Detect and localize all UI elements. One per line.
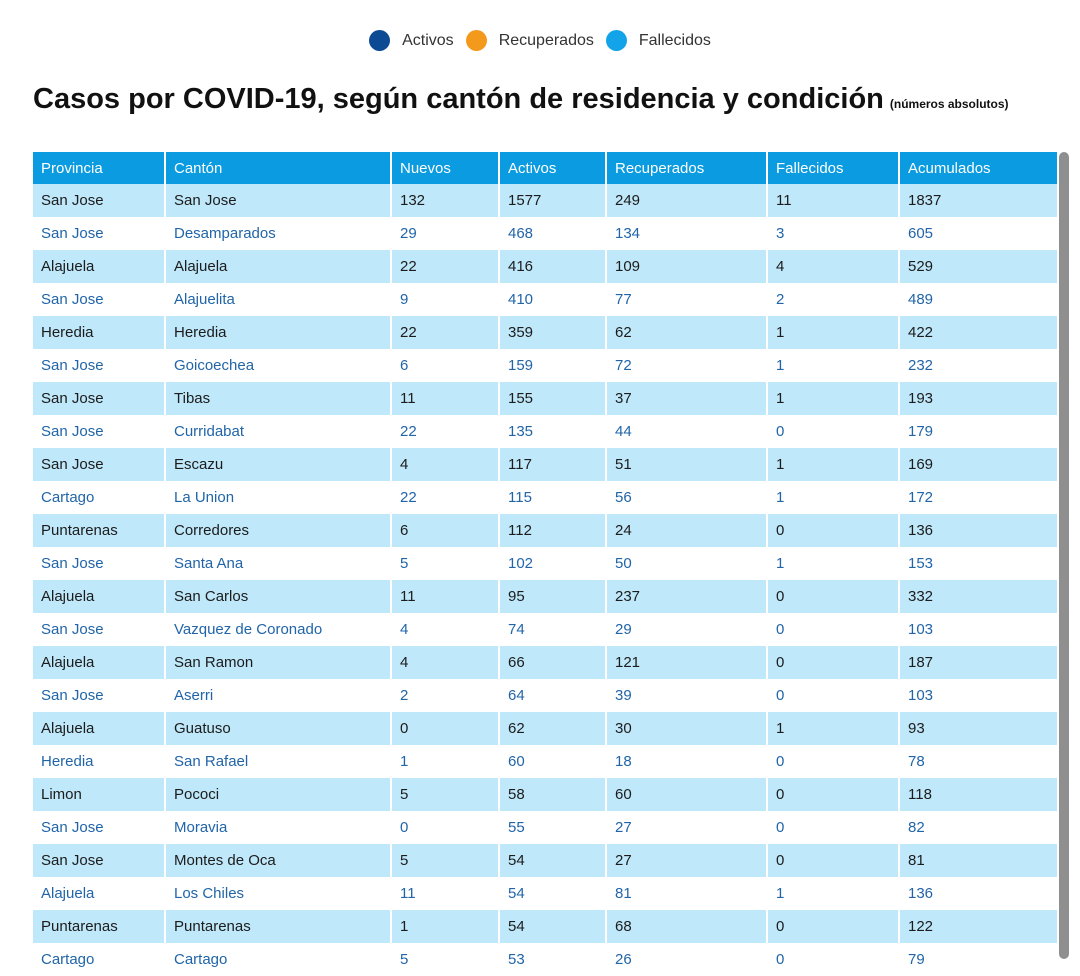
table-cell: 416 <box>499 250 606 283</box>
table-cell: 58 <box>499 778 606 811</box>
table-cell: 0 <box>767 811 899 844</box>
table-cell: 22 <box>391 481 499 514</box>
table-cell: 66 <box>499 646 606 679</box>
column-header[interactable]: Acumulados <box>899 152 1058 184</box>
table-cell: 0 <box>391 712 499 745</box>
table-cell: 169 <box>899 448 1058 481</box>
table-row <box>33 712 1058 745</box>
table-body <box>33 184 1058 976</box>
table-cell: Alajuela <box>33 580 165 613</box>
table-cell: 1 <box>767 547 899 580</box>
table-cell: San Jose <box>33 184 165 217</box>
table-cell: Puntarenas <box>165 910 391 943</box>
table-cell: 54 <box>499 910 606 943</box>
table-cell: 0 <box>767 778 899 811</box>
table-cell: 30 <box>606 712 767 745</box>
table-cell: 410 <box>499 283 606 316</box>
table-cell: 232 <box>899 349 1058 382</box>
table-row <box>33 943 1058 976</box>
table-cell: San Jose <box>33 382 165 415</box>
table-cell: 1 <box>391 745 499 778</box>
legend-item-activos[interactable] <box>369 30 454 51</box>
table-cell: 55 <box>499 811 606 844</box>
column-header[interactable]: Activos <box>499 152 606 184</box>
table-cell: 11 <box>767 184 899 217</box>
table-cell: 359 <box>499 316 606 349</box>
table-cell: Alajuela <box>33 877 165 910</box>
table-cell: 3 <box>767 217 899 250</box>
table-cell: 332 <box>899 580 1058 613</box>
table-cell: 74 <box>499 613 606 646</box>
table-row <box>33 349 1058 382</box>
table-cell: Cartago <box>165 943 391 976</box>
table-cell: Los Chiles <box>165 877 391 910</box>
table-cell: Desamparados <box>165 217 391 250</box>
table-cell: 54 <box>499 844 606 877</box>
chart-title <box>33 83 1009 116</box>
table-cell: 1 <box>767 481 899 514</box>
column-header[interactable]: Recuperados <box>606 152 767 184</box>
table-row <box>33 646 1058 679</box>
vertical-scrollbar[interactable] <box>1059 152 1069 959</box>
table-cell: 0 <box>767 679 899 712</box>
table-cell: San Jose <box>165 184 391 217</box>
table-cell: 22 <box>391 250 499 283</box>
table-row <box>33 316 1058 349</box>
table-cell: 249 <box>606 184 767 217</box>
table-cell: 1 <box>767 877 899 910</box>
table-cell: 2 <box>767 283 899 316</box>
table-row <box>33 580 1058 613</box>
table-cell: 1 <box>767 448 899 481</box>
chart-title-text: Casos por COVID-19, según cantón de residencia y condición <box>33 83 884 115</box>
table-cell: Santa Ana <box>165 547 391 580</box>
table-cell: 1 <box>767 349 899 382</box>
table-cell: 4 <box>391 448 499 481</box>
table-cell: Alajuela <box>165 250 391 283</box>
table-row <box>33 811 1058 844</box>
table-cell: 4 <box>391 646 499 679</box>
table-cell: 179 <box>899 415 1058 448</box>
table-cell: 82 <box>899 811 1058 844</box>
table-cell: 60 <box>606 778 767 811</box>
table-cell: 5 <box>391 778 499 811</box>
table-cell: 6 <box>391 514 499 547</box>
table-cell: 22 <box>391 316 499 349</box>
table-cell: Limon <box>33 778 165 811</box>
table-cell: 122 <box>899 910 1058 943</box>
table-cell: 50 <box>606 547 767 580</box>
table-row <box>33 613 1058 646</box>
table-cell: 103 <box>899 613 1058 646</box>
table-cell: 81 <box>899 844 1058 877</box>
table-cell: 2 <box>391 679 499 712</box>
table-cell: Cartago <box>33 481 165 514</box>
table-cell: 26 <box>606 943 767 976</box>
table-cell: 4 <box>391 613 499 646</box>
table-cell: 0 <box>767 415 899 448</box>
table-cell: 0 <box>767 910 899 943</box>
table-cell: 136 <box>899 877 1058 910</box>
table-header-row <box>33 152 1058 184</box>
table-cell: Alajuela <box>33 712 165 745</box>
table-cell: Vazquez de Coronado <box>165 613 391 646</box>
chart-title-note: (números absolutos) <box>889 97 1009 111</box>
table-cell: 115 <box>499 481 606 514</box>
table-cell: 155 <box>499 382 606 415</box>
table-cell: 489 <box>899 283 1058 316</box>
table-row <box>33 778 1058 811</box>
table-cell: 93 <box>899 712 1058 745</box>
table-cell: 1 <box>767 382 899 415</box>
table-cell: Heredia <box>165 316 391 349</box>
table-cell: 56 <box>606 481 767 514</box>
table-cell: 422 <box>899 316 1058 349</box>
table-cell: 0 <box>391 811 499 844</box>
table-row <box>33 283 1058 316</box>
legend-item-recuperados[interactable] <box>466 30 594 51</box>
table-cell: 62 <box>606 316 767 349</box>
table-cell: 11 <box>391 580 499 613</box>
column-header[interactable]: Fallecidos <box>767 152 899 184</box>
column-header[interactable]: Provincia <box>33 152 165 184</box>
table-cell: 0 <box>767 580 899 613</box>
table-cell: 81 <box>606 877 767 910</box>
table-cell: 44 <box>606 415 767 448</box>
table-row <box>33 217 1058 250</box>
table-cell: 11 <box>391 382 499 415</box>
table-cell: 72 <box>606 349 767 382</box>
table-cell: Alajuelita <box>165 283 391 316</box>
table-cell: 0 <box>767 844 899 877</box>
table-row <box>33 382 1058 415</box>
table-cell: San Jose <box>33 844 165 877</box>
table-cell: San Jose <box>33 448 165 481</box>
table-cell: Guatuso <box>165 712 391 745</box>
table-cell: 62 <box>499 712 606 745</box>
table-cell: 605 <box>899 217 1058 250</box>
table-cell: 1 <box>767 316 899 349</box>
table-cell: 29 <box>606 613 767 646</box>
table-cell: 78 <box>899 745 1058 778</box>
table-cell: 193 <box>899 382 1058 415</box>
table-row <box>33 514 1058 547</box>
table-cell: 95 <box>499 580 606 613</box>
table-cell: San Jose <box>33 811 165 844</box>
table-cell: 79 <box>899 943 1058 976</box>
table-cell: 121 <box>606 646 767 679</box>
table-cell: Heredia <box>33 316 165 349</box>
table-cell: 153 <box>899 547 1058 580</box>
table-cell: 68 <box>606 910 767 943</box>
table-cell: San Ramon <box>165 646 391 679</box>
table-cell: 136 <box>899 514 1058 547</box>
table-cell: Goicoechea <box>165 349 391 382</box>
table-row <box>33 481 1058 514</box>
table-cell: 102 <box>499 547 606 580</box>
table-cell: 60 <box>499 745 606 778</box>
table-cell: 0 <box>767 514 899 547</box>
legend-item-fallecidos[interactable] <box>606 30 711 51</box>
table-cell: 1577 <box>499 184 606 217</box>
table-cell: 0 <box>767 646 899 679</box>
table-row <box>33 877 1058 910</box>
column-header[interactable]: Nuevos <box>391 152 499 184</box>
table-cell: La Union <box>165 481 391 514</box>
table-cell: San Jose <box>33 679 165 712</box>
table-cell: 11 <box>391 877 499 910</box>
table-row <box>33 844 1058 877</box>
table-cell: 39 <box>606 679 767 712</box>
table-cell: 54 <box>499 877 606 910</box>
table-cell: 37 <box>606 382 767 415</box>
legend-dot-activos <box>369 30 390 51</box>
table-cell: 64 <box>499 679 606 712</box>
table-cell: 5 <box>391 844 499 877</box>
table-cell: Curridabat <box>165 415 391 448</box>
table-row <box>33 415 1058 448</box>
legend-label-activos: Activos <box>402 31 454 49</box>
table-cell: 172 <box>899 481 1058 514</box>
table-cell: 5 <box>391 943 499 976</box>
table-cell: San Jose <box>33 613 165 646</box>
table-cell: 4 <box>767 250 899 283</box>
table-row <box>33 250 1058 283</box>
table-cell: 1 <box>391 910 499 943</box>
table-cell: 135 <box>499 415 606 448</box>
table-cell: San Carlos <box>165 580 391 613</box>
table-cell: Alajuela <box>33 250 165 283</box>
table-cell: San Jose <box>33 283 165 316</box>
table-cell: Alajuela <box>33 646 165 679</box>
table-cell: Pococi <box>165 778 391 811</box>
table-cell: 103 <box>899 679 1058 712</box>
legend-label-recuperados: Recuperados <box>498 31 594 49</box>
table-cell: 529 <box>899 250 1058 283</box>
table-cell: 6 <box>391 349 499 382</box>
table-cell: San Jose <box>33 217 165 250</box>
table-cell: 118 <box>899 778 1058 811</box>
table-cell: San Jose <box>33 547 165 580</box>
table-cell: Escazu <box>165 448 391 481</box>
table-cell: San Jose <box>33 415 165 448</box>
table-row <box>33 679 1058 712</box>
cases-table <box>33 152 1059 976</box>
table-cell: 468 <box>499 217 606 250</box>
legend-dot-fallecidos <box>606 30 627 51</box>
table-cell: 51 <box>606 448 767 481</box>
table-cell: 109 <box>606 250 767 283</box>
table-cell: Puntarenas <box>33 514 165 547</box>
table-cell: Montes de Oca <box>165 844 391 877</box>
table-cell: Cartago <box>33 943 165 976</box>
table-cell: 5 <box>391 547 499 580</box>
table-cell: 112 <box>499 514 606 547</box>
table-cell: 134 <box>606 217 767 250</box>
table-cell: 24 <box>606 514 767 547</box>
table-row <box>33 448 1058 481</box>
table-cell: 132 <box>391 184 499 217</box>
column-header[interactable]: Cantón <box>165 152 391 184</box>
table-cell: 9 <box>391 283 499 316</box>
table-cell: 27 <box>606 844 767 877</box>
table-cell: 0 <box>767 943 899 976</box>
table-cell: San Jose <box>33 349 165 382</box>
table-cell: 0 <box>767 745 899 778</box>
table-cell: 1837 <box>899 184 1058 217</box>
table-row <box>33 547 1058 580</box>
table-cell: Moravia <box>165 811 391 844</box>
table-cell: 117 <box>499 448 606 481</box>
table-cell: 159 <box>499 349 606 382</box>
table-row <box>33 745 1058 778</box>
table-cell: 0 <box>767 613 899 646</box>
table-cell: 18 <box>606 745 767 778</box>
table-cell: 77 <box>606 283 767 316</box>
table-row <box>33 910 1058 943</box>
table-cell: Corredores <box>165 514 391 547</box>
legend-dot-recuperados <box>466 30 487 51</box>
table-cell: San Rafael <box>165 745 391 778</box>
table-cell: 237 <box>606 580 767 613</box>
table-row <box>33 184 1058 217</box>
table-cell: 22 <box>391 415 499 448</box>
table-cell: 1 <box>767 712 899 745</box>
table-cell: Aserri <box>165 679 391 712</box>
cases-table-container <box>33 152 1058 968</box>
table-cell: Heredia <box>33 745 165 778</box>
table-cell: Tibas <box>165 382 391 415</box>
table-cell: 29 <box>391 217 499 250</box>
table-cell: Puntarenas <box>33 910 165 943</box>
legend-label-fallecidos: Fallecidos <box>638 31 711 49</box>
table-cell: 27 <box>606 811 767 844</box>
table-cell: 53 <box>499 943 606 976</box>
chart-legend <box>0 30 1080 51</box>
table-cell: 187 <box>899 646 1058 679</box>
